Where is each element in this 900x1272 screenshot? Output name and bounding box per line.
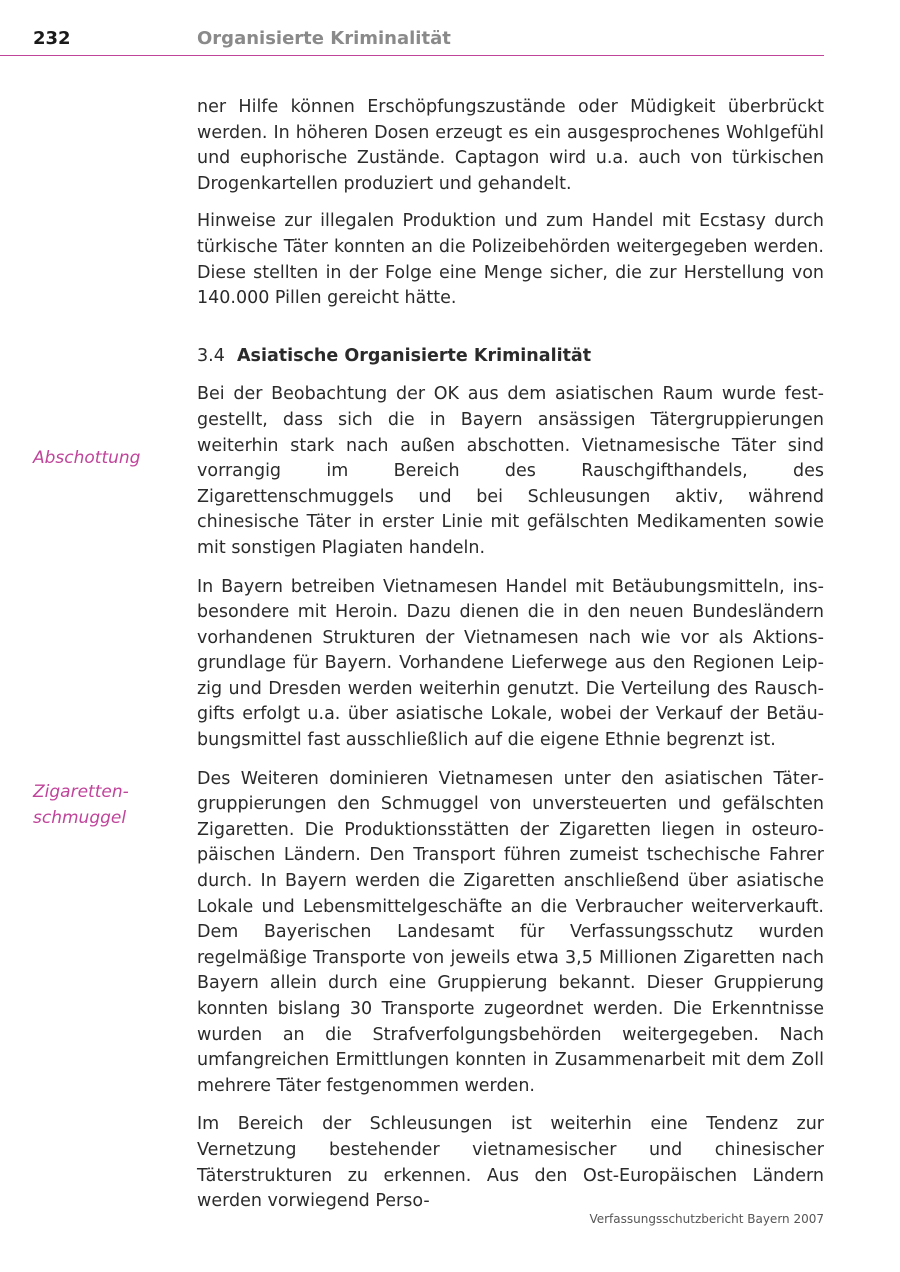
body-paragraph: Hinweise zur illegalen Produktion und zum Handel mit Ecstasy durch türkische Täter konnten an die Polizeibehörden weitergegeben werden. Diese stellten in der Folge eine Menge sicher, die zur Herstellung von 140.000 Pillen gereicht hätte. <box>197 211 824 309</box>
running-header-title: Organisierte Kriminalität <box>197 28 451 49</box>
main-text-column <box>197 95 824 1228</box>
body-paragraph: Bei der Beobachtung der OK aus dem asiatischen Raum wurde festgestellt, dass sich die in Bayern ansässigen Tätergruppierungen weiterhin stark nach außen abschotten. Vietnamesische Täter sind vorrangig im Bereich des Rauschgifthandels, des Zigarettenschmuggels und bei Schleusungen aktiv, während chinesische Täter in erster Linie mit gefälschten Medikamenten sowie mit sonstigen Plagiaten handeln. <box>197 384 824 558</box>
section-heading <box>197 344 824 370</box>
margin-note-zigaretten-line1: Zigaretten- <box>33 782 129 802</box>
body-paragraph: In Bayern betreiben Vietnamesen Handel mit Betäubungsmitteln, insbesondere mit Heroin. Dazu dienen die in den neuen Bundesländern vorhandenen Strukturen der Vietnamesen nach wie vor als Aktionsgrundlage für Bayern. Vorhandene Lieferwege aus den Regionen Leipzig und Dresden werden weiterhin genutzt. Die Verteilung des Rauschgifts erfolgt u.a. über asiatische Lokale, wobei der Verkauf der Betäubungsmittel fast ausschließlich auf die eigene Ethnie begrenzt ist. <box>197 576 824 751</box>
section-number: 3.4 <box>197 345 225 366</box>
margin-note-zigaretten-line2: schmuggel <box>33 808 127 828</box>
header-rule <box>0 55 824 56</box>
margin-note-abschottung: Abschottung <box>33 448 141 468</box>
page-footer: Verfassungsschutzbericht Bayern 2007 <box>589 1212 824 1226</box>
body-paragraph: Des Weiteren dominieren Vietnamesen unter den asiatischen Tätergruppierungen den Schmuggel von unversteuerten und gefälschten Zigaretten. Die Produktionsstätten der Zigaretten liegen in osteuropäischen Ländern. Den Transport führen zumeist tschechische Fahrer durch. In Bayern werden die Zigaretten anschließend über asiatische Lokale und Lebensmittelgeschäfte an die Verbraucher weiterverkauft. Dem Bayerischen Landesamt für Verfassungsschutz wurden regelmäßige Transporte von jeweils etwa 3,5 Millionen Zigaretten nach Bayern allein durch eine Gruppierung bekannt. Dieser Gruppierung konnten bislang 30 Transporte zugeordnet werden. Die Erkenntnisse wurden an die Strafverfolgungsbehörden weitergegeben. Nach umfangreichen Ermittlungen konnten in Zusammenarbeit mit dem Zoll mehrere Täter festgenommen werden. <box>197 768 824 1096</box>
body-paragraph: ner Hilfe können Erschöpfungszustände oder Müdigkeit überbrückt werden. In höheren Dosen erzeugt es ein ausgesprochenes Wohlgefühl und euphorische Zustände. Captagon wird u.a. auch von türkischen Drogenkartellen produziert und gehandelt. <box>197 97 824 194</box>
body-paragraph: Im Bereich der Schleusungen ist weiterhin eine Tendenz zur Vernetzung bestehender vietnamesischer und chinesischer Täterstrukturen zu erkennen. Aus den Ost-Europäischen Ländern werden vorwiegend Perso- <box>197 1114 824 1212</box>
page-number: 232 <box>33 28 71 49</box>
section-title: Asiatische Organisierte Kriminalität <box>237 345 592 366</box>
